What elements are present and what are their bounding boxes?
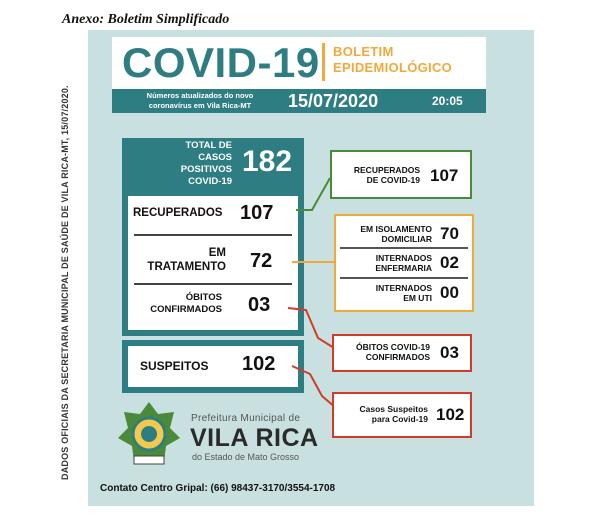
subtitle-line2: EPIDEMIOLÓGICO [333, 60, 453, 75]
recovered-detail-label [334, 165, 420, 185]
note-line2: coronavírus em Vila Rica-MT [148, 101, 252, 110]
deaths-value: 03 [248, 294, 271, 316]
divider-line [340, 247, 468, 249]
isolation-value: 70 [440, 224, 459, 243]
deaths-label-line2: CONFIRMADOS [150, 304, 222, 315]
logo-prefeitura: Prefeitura Municipal de [191, 413, 301, 424]
suspects-label: SUSPEITOS [140, 359, 209, 373]
treatment-label-line2: TRATAMENTO [147, 261, 226, 273]
bulletin-time: 20:05 [432, 94, 463, 108]
logo-state: do Estado de Mato Grosso [192, 452, 300, 462]
recovered-detail-value: 107 [430, 166, 459, 185]
deaths-detail-line1: ÓBITOS COVID-19 [356, 342, 430, 352]
connector-deaths [288, 308, 334, 348]
icu-label [338, 283, 432, 303]
total-label-line4: COVID-19 [188, 176, 232, 187]
ward-value: 02 [440, 253, 459, 272]
subtitle-line1: BOLETIM [333, 44, 394, 59]
divider-line [340, 277, 468, 279]
covid-title: COVID-19 [122, 39, 320, 86]
connector-recovered [296, 178, 330, 210]
recovered-value: 107 [240, 202, 274, 224]
icu-value: 00 [440, 283, 459, 302]
total-label-line1: TOTAL DE [185, 140, 232, 151]
suspects-value: 102 [242, 353, 276, 375]
logo-city: VILA RICA [190, 424, 319, 452]
recovered-detail-line1: RECUPERADOS [353, 165, 420, 175]
coat-of-arms-icon [116, 400, 182, 472]
treatment-label-line1: EM [208, 247, 226, 259]
contact-info: Contato Centro Gripal: (66) 98437-3170/3554-1708 [100, 483, 336, 494]
treatment-value: 72 [250, 250, 273, 272]
total-cases-value: 182 [242, 145, 293, 178]
note-line1: Números atualizados do novo [146, 91, 254, 100]
ward-label [338, 253, 432, 273]
bulletin-date: 15/07/2020 [288, 91, 379, 111]
deaths-detail-value: 03 [440, 343, 459, 362]
suspects-detail-line1: Casos Suspeitos [359, 404, 428, 414]
icu-line2: EM UTI [403, 293, 432, 303]
suspects-detail-line2: para Covid-19 [371, 414, 428, 424]
deaths-detail-line2: CONFIRMADOS [365, 352, 430, 362]
recovered-detail-line2: DE COVID-19 [366, 175, 420, 185]
suspects-detail-label [334, 404, 428, 424]
recovered-label: RECUPERADOS [133, 207, 223, 219]
deaths-label-line1: ÓBITOS [185, 292, 222, 303]
suspects-detail-value: 102 [436, 405, 465, 424]
isolation-line2: DOMICILIAR [381, 234, 432, 244]
icu-line1: INTERNADOS [375, 283, 432, 293]
deaths-detail-label [334, 342, 430, 362]
connector-suspects [292, 366, 336, 408]
ward-line2: ENFERMARIA [375, 263, 432, 273]
isolation-label [338, 224, 432, 244]
total-label-line3: POSITIVOS [180, 164, 232, 175]
ward-line1: INTERNADOS [375, 253, 432, 263]
annex-caption: Anexo: Boletim Simplificado [62, 12, 230, 27]
isolation-line1: EM ISOLAMENTO [360, 224, 432, 234]
total-label-line2: CASOS [198, 152, 232, 163]
side-source-note: DADOS OFICIAIS DA SECRETARIA MUNICIPAL DE SAÚDE DE VILA RICA-MT, 15/07/2020. [60, 85, 70, 480]
